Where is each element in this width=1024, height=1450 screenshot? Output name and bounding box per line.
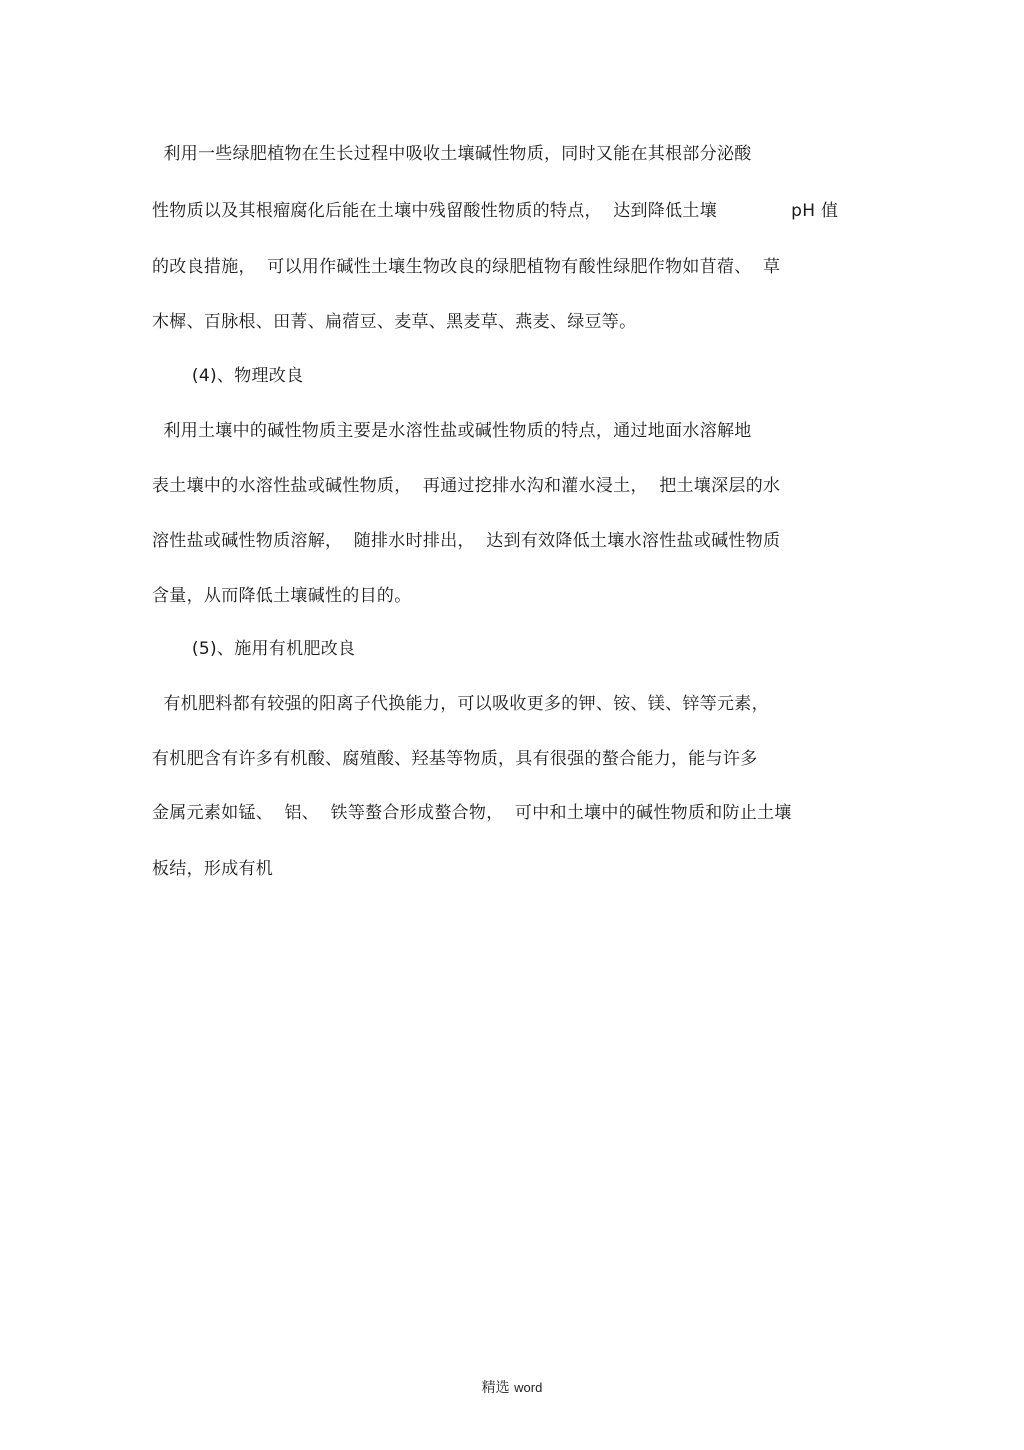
paragraph-line: 木樨、百脉根、田菁、扁蓿豆、麦草、黑麦草、燕麦、绿豆等。 <box>152 312 637 332</box>
paragraph-line: 利用一些绿肥植物在生长过程中吸收土壤碱性物质，同时又能在其根部分泌酸 <box>152 144 752 164</box>
paragraph-line: 性物质以及其根瘤腐化后能在土壤中残留酸性物质的特点， 达到降低土壤 pH 值 <box>152 201 839 221</box>
section-heading: (4)、物理改良 <box>152 366 304 386</box>
paragraph-line: 金属元素如锰、 铝、 铁等螯合形成螯合物， 可中和土壤中的碱性物质和防止土壤 <box>152 803 792 823</box>
paragraph-line: 溶性盐或碱性物质溶解， 随排水时排出， 达到有效降低土壤水溶性盐或碱性物质 <box>152 531 781 551</box>
paragraph-line: 的改良措施， 可以用作碱性土壤生物改良的绿肥植物有酸性绿肥作物如苜蓿、 草 <box>152 257 781 277</box>
paragraph-line: 利用土壤中的碱性物质主要是水溶性盐或碱性物质的特点，通过地面水溶解地 <box>152 421 752 441</box>
paragraph-line: 有机肥料都有较强的阳离子代换能力，可以吸收更多的钾、铵、镁、锌等元素， <box>152 694 769 714</box>
paragraph-line: 表土壤中的水溶性盐或碱性物质， 再通过挖排水沟和灌水浸土， 把土壤深层的水 <box>152 476 781 496</box>
page-footer <box>0 1377 1024 1397</box>
footer-label-en: word <box>514 1380 543 1395</box>
section-heading: (5)、施用有机肥改良 <box>152 639 356 659</box>
footer-label-cn: 精选 <box>481 1380 510 1396</box>
paragraph-line: 含量，从而降低土壤碱性的目的。 <box>152 586 412 606</box>
paragraph-line: 板结，形成有机 <box>152 859 274 879</box>
paragraph-line: 有机肥含有许多有机酸、腐殖酸、羟基等物质，具有很强的螯合能力，能与许多 <box>152 749 758 769</box>
